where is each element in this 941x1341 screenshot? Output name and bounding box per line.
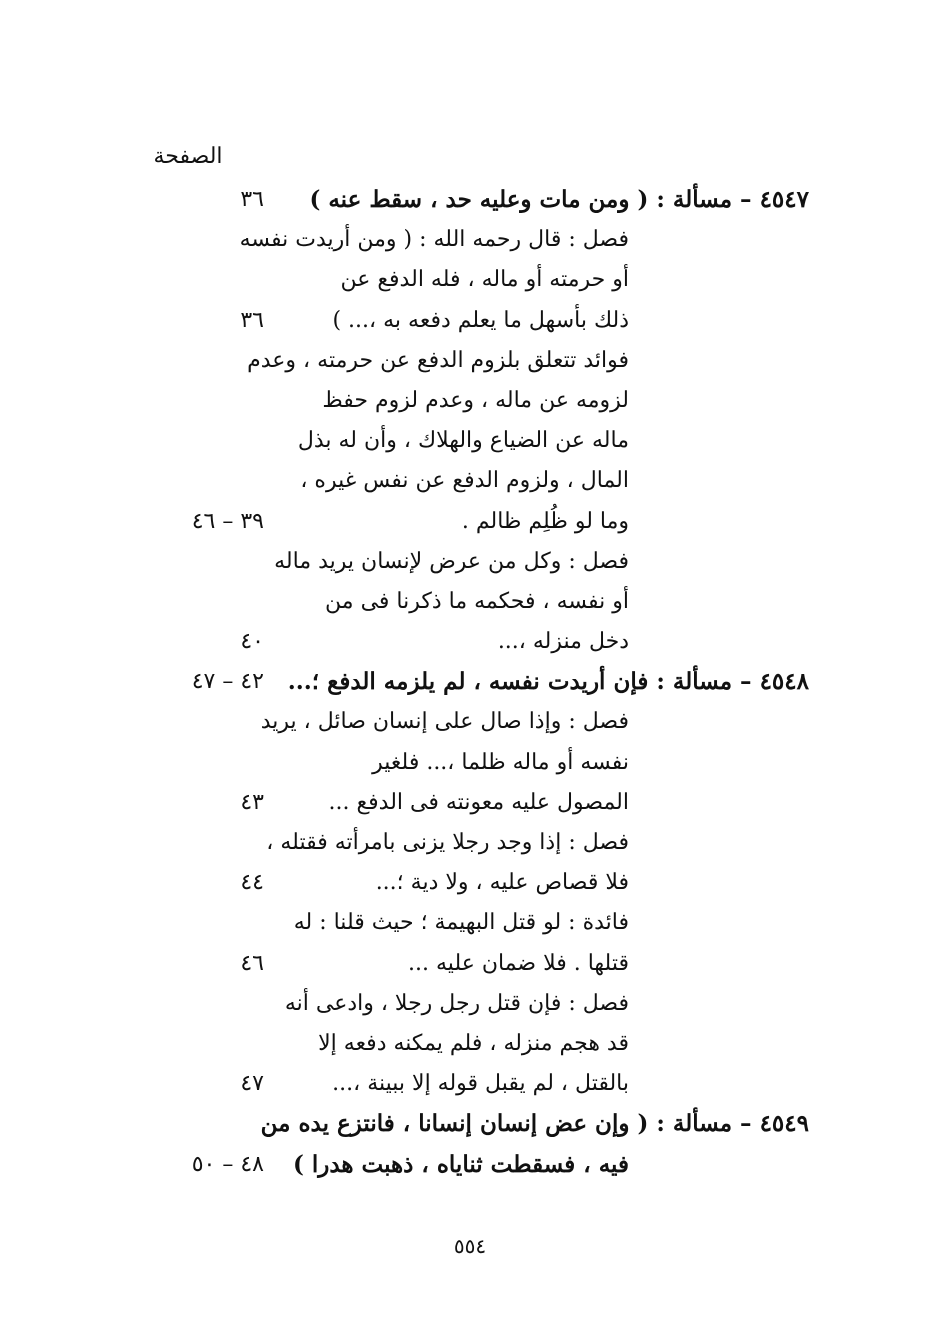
masala-entry [0,1145,941,1185]
entry-text [269,381,629,421]
subentry [0,743,941,783]
entry-body: ماله عن الضياع والهلاك ، وأن له بذل [297,428,629,454]
entry-body: : ( ومن مات وعليه حد ، سقط عنه ) [309,186,665,213]
subentry [0,622,941,662]
page-reference [148,582,264,622]
entry-text [269,944,629,984]
subentry [0,381,941,421]
entry-text [249,1104,809,1144]
page-reference [148,1024,264,1064]
entry-text [269,984,629,1024]
page-reference: ٣٦ [240,307,264,333]
subentry [0,260,941,300]
page-reference: ٤٦ [240,950,264,976]
subentry [0,1024,941,1064]
masala-entry [0,662,941,702]
entry-body: فصل : قال رحمه الله : ( ومن أريدت نفسه [239,227,629,253]
entry-text [269,421,629,461]
subentry [0,421,941,461]
entry-body: المال ، ولزوم الدفع عن نفس غيره ، [300,468,629,494]
masala-keyword: – مسألة [672,668,752,696]
entry-text [249,1145,629,1185]
page-reference: ٤٤ [240,870,264,896]
entry-body: قتلها . فلا ضمان عليه ... [408,950,629,976]
subentry [0,984,941,1024]
entry-body: ذلك بأسهل ما يعلم دفعه به ،... ) [332,307,629,333]
masala-entry [0,1104,941,1144]
subentry [0,783,941,823]
masala-keyword: – مسألة [672,1110,752,1138]
page-reference [148,341,264,381]
page-reference [148,260,264,300]
entry-body: نفسه أو ماله ظلما ،... فلغير [372,749,629,775]
entry-body: فصل : وإذا صال على إنسان صائل ، يريد [260,709,629,735]
entry-body: قد هجم منزله ، فلم يمكنه دفعه إلا [318,1030,629,1056]
entry-text [269,582,629,622]
entry-text [249,662,809,702]
entry-body: أو حرمته أو ماله ، فله الدفع عن [340,267,629,293]
subentry [0,220,941,260]
subentry [0,863,941,903]
subentry [0,502,941,542]
page-column-header: الصفحة [153,144,223,169]
subentry [0,1064,941,1104]
subentry [0,341,941,381]
page-number: ٥٥٤ [453,1234,487,1258]
entry-text [269,1024,629,1064]
masala-keyword: – مسألة [672,186,752,213]
entry-body: فوائد تتعلق بلزوم الدفع عن حرمته ، وعدم [247,347,629,373]
masala-number: ٤٥٤٨ [759,668,809,696]
entry-text [269,1064,629,1104]
entry-body: : ( وإن عض إنسان إنسانا ، فانتزع يده من [260,1110,665,1138]
entry-body: لزومه عن ماله ، وعدم لزوم حفظ [322,387,629,413]
entry-text [269,622,629,662]
subentry [0,944,941,984]
entry-text [269,301,629,341]
page-reference [148,461,264,501]
entry-body: أو نفسه ، فحكمه ما ذكرنا فى من [325,588,629,614]
entry-text [269,542,629,582]
page-reference [148,823,264,863]
masala-number: ٤٥٤٧ [759,186,809,213]
page-reference: ٤٧ [240,1071,264,1097]
page-reference [148,743,264,783]
page-reference [148,421,264,461]
page-reference: ٤٨ – ٥٠ [191,1151,264,1177]
entry-body: دخل منزله ،... [497,629,629,655]
masala-entry [0,180,941,220]
entry-text [269,502,629,542]
page-reference: ٤٣ [240,789,264,815]
entry-body: فصل : إذا وجد رجلا يزنى بامرأته فقتله ، [266,830,629,855]
entry-text [247,341,629,381]
entry-body: فلا قصاص عليه ، ولا دية ؛... [375,870,629,896]
entry-text [249,180,809,220]
subentry [0,903,941,943]
entry-text [239,220,629,260]
entry-text [269,863,629,903]
entry-body: : فإن أريدت نفسه ، لم يلزمه الدفع ؛... [287,668,665,696]
entry-text [269,461,629,501]
page-reference: ٣٦ [240,187,264,212]
entry-text [269,260,629,300]
page-reference [148,220,264,260]
page-reference [148,381,264,421]
subentry [0,301,941,341]
masala-number: ٤٥٤٩ [759,1110,809,1138]
entry-text [269,903,629,943]
page-reference [148,542,264,582]
index-entries [0,180,941,1185]
subentry [0,542,941,582]
entry-body: فائدة : لو قتل البهيمة ؛ حيث قلنا : له [293,910,629,936]
entry-text [260,702,629,742]
subentry [0,582,941,622]
page-reference: ٤٢ – ٤٧ [191,669,264,695]
entry-body: فصل : فإن قتل رجل رجلا ، وادعى أنه [284,990,629,1016]
entry-body: فصل : وكل من عرض لإنسان يريد ماله [274,548,629,574]
entry-body: بالقتل ، لم يقبل قوله إلا ببينة ،... [332,1071,629,1097]
subentry [0,823,941,863]
entry-text [269,743,629,783]
page-reference [148,1104,264,1144]
entry-text [269,783,629,823]
entry-body: المصول عليه معونته فى الدفع ... [328,789,629,815]
subentry [0,702,941,742]
page-reference [148,702,264,742]
page-reference: ٣٩ – ٤٦ [191,508,264,534]
page-reference [148,903,264,943]
entry-body: فيه ، فسقطت ثناياه ، ذهبت هدرا ) [292,1150,629,1178]
entry-text [266,823,629,863]
page-reference [148,984,264,1024]
entry-body: وما لو ظُلِم ظالم . [461,508,629,534]
subentry [0,461,941,501]
page-reference: ٤٠ [240,629,264,655]
